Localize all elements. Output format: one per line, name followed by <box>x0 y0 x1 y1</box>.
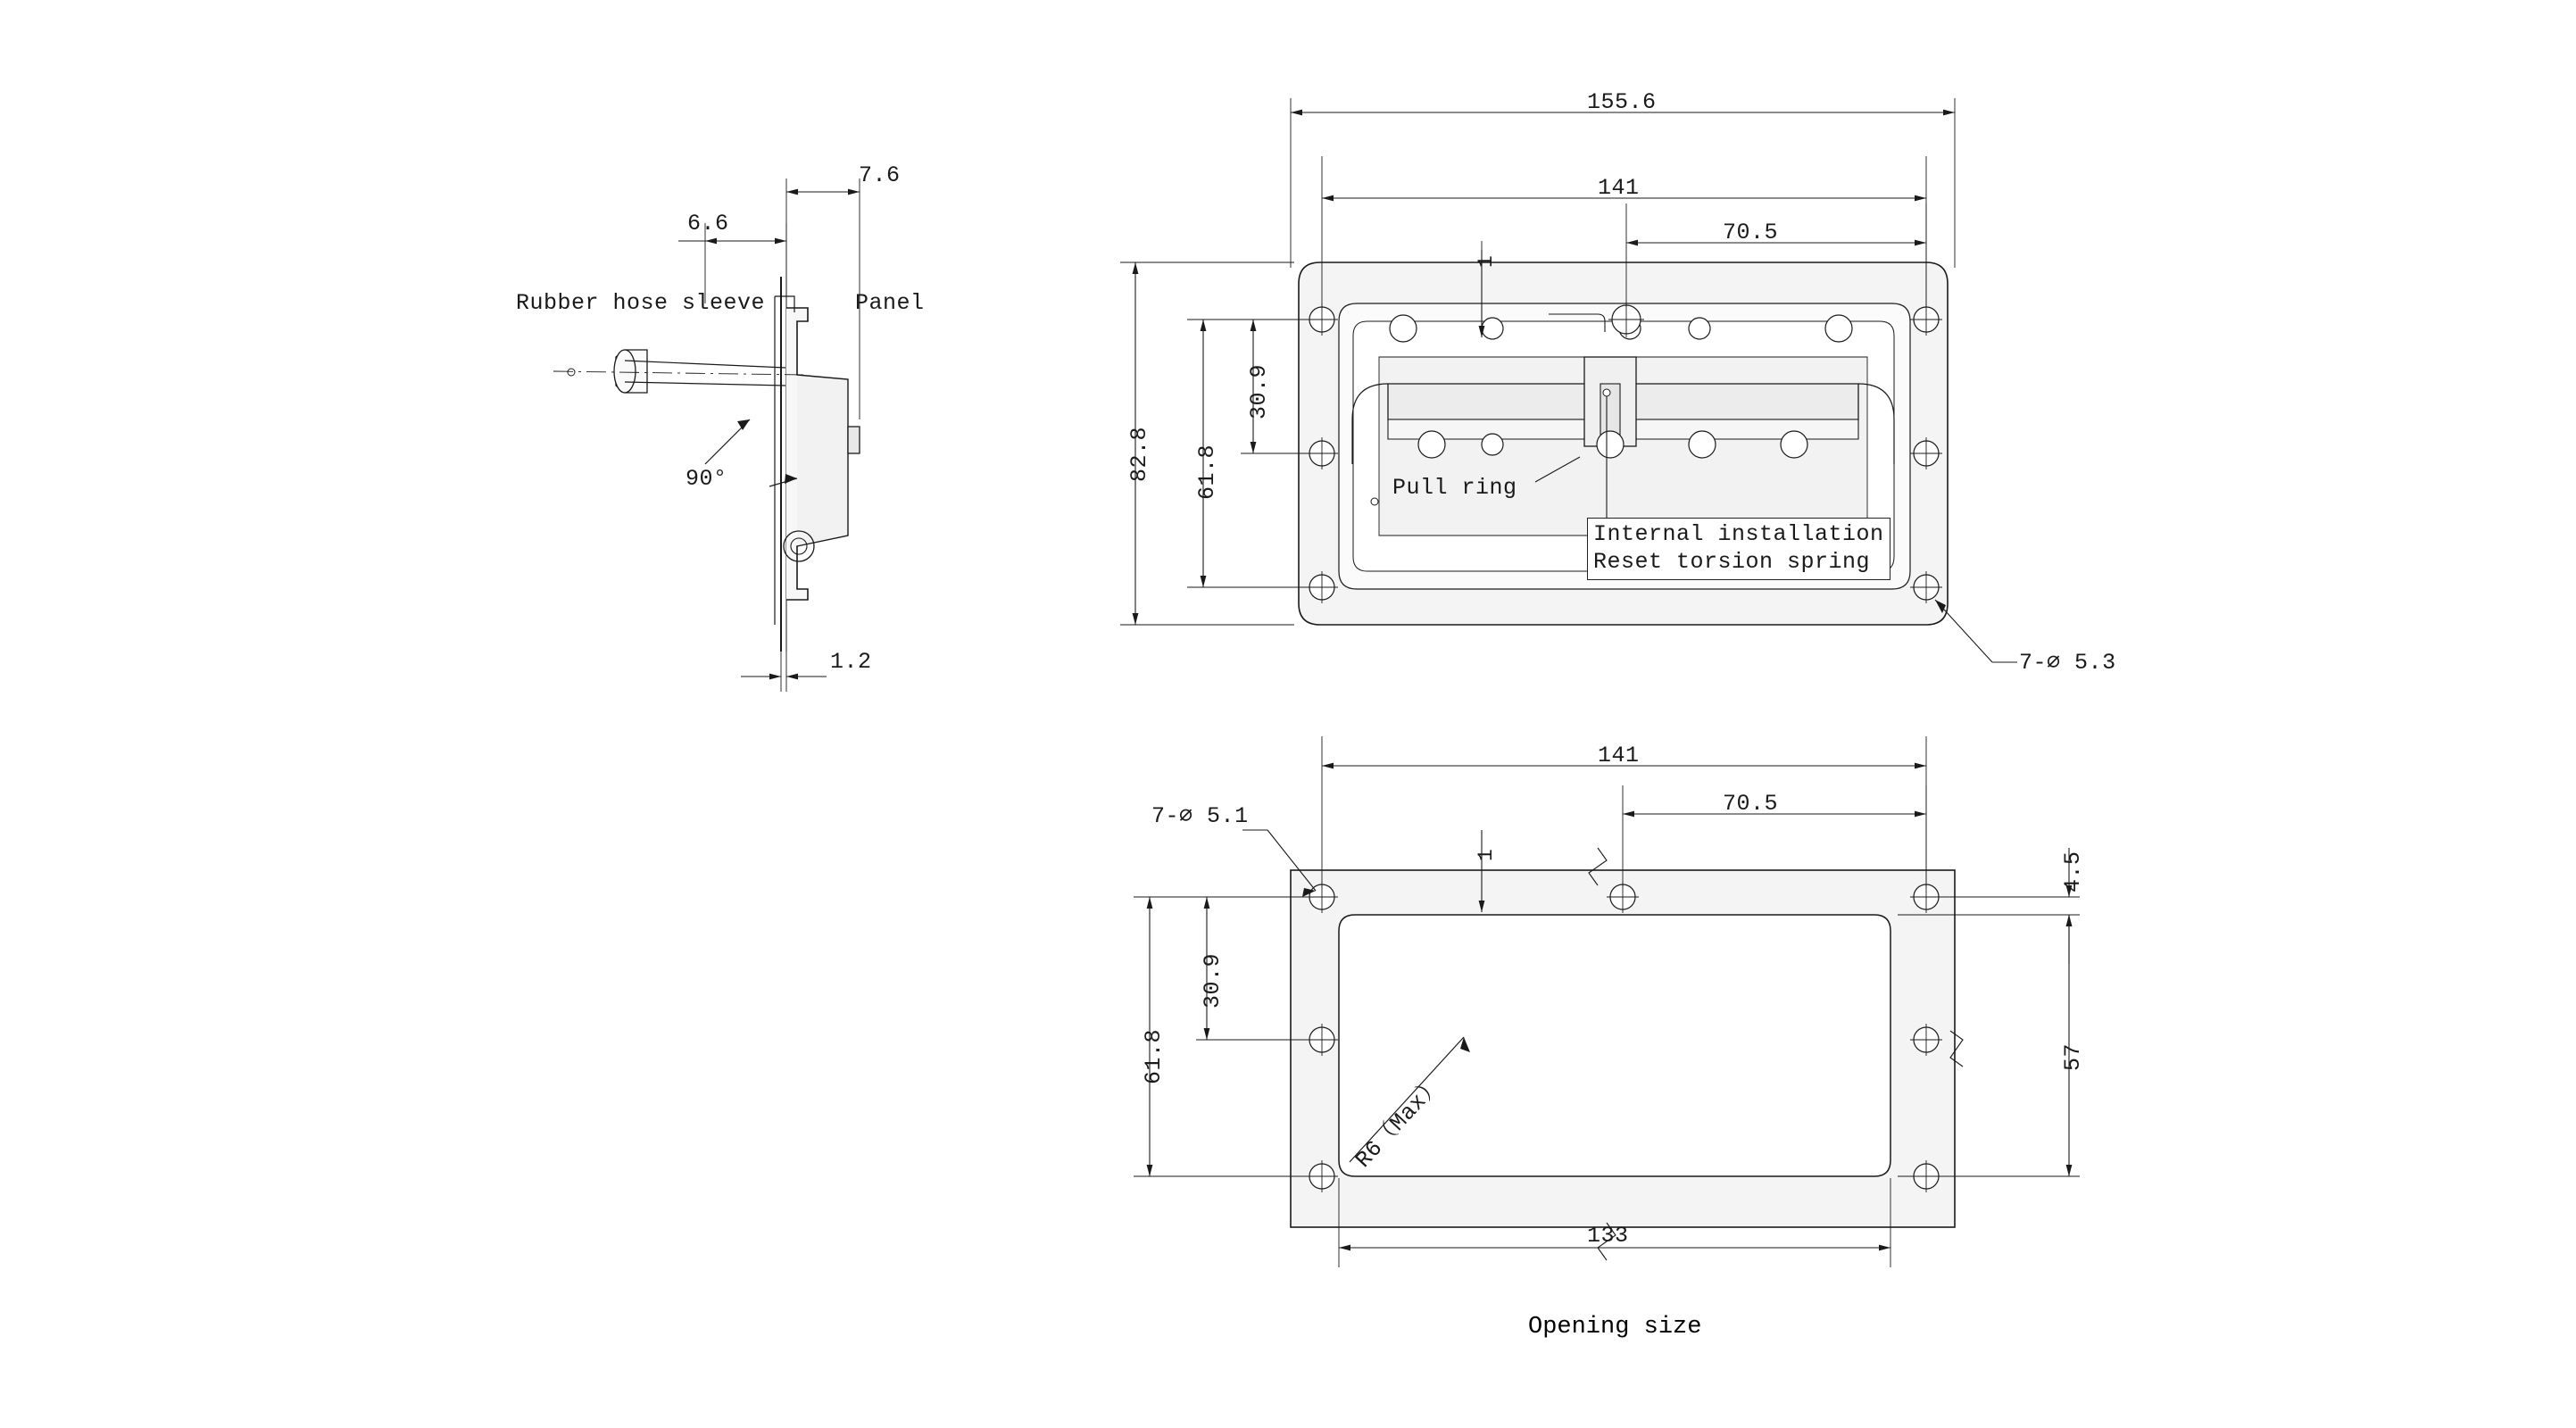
label-rubber-hose-sleeve: Rubber hose sleeve <box>516 290 766 316</box>
dim-61-8-top: 61.8 <box>1194 444 1220 500</box>
dim-82-8: 82.8 <box>1126 426 1152 482</box>
side-view-geometry <box>553 178 860 692</box>
caption-opening-size: Opening size <box>1528 1314 1702 1341</box>
label-pull-ring: Pull ring <box>1392 475 1517 501</box>
dim-1-top: 1 <box>1475 254 1498 268</box>
dim-133: 133 <box>1587 1223 1629 1249</box>
note-line-2: Reset torsion spring <box>1593 549 1871 576</box>
dim-30-9-bottom: 30.9 <box>1200 952 1226 1009</box>
callout-7-dia-5-3: 7-⌀ 5.3 <box>2019 650 2116 676</box>
dim-155-6: 155.6 <box>1587 89 1657 115</box>
note-internal-installation <box>1587 518 1890 580</box>
dim-70-5-top: 70.5 <box>1723 220 1779 245</box>
dim-70-5-bottom: 70.5 <box>1723 791 1779 817</box>
cutout-view-geometry <box>1134 736 2080 1267</box>
callout-7-dia-5-1: 7-⌀ 5.1 <box>1151 803 1249 829</box>
label-angle-90: 90° <box>686 466 727 492</box>
dim-61-8-bottom: 61.8 <box>1141 1028 1167 1084</box>
dim-141-bottom: 141 <box>1598 743 1640 768</box>
dim-6-6: 6.6 <box>687 211 729 237</box>
dim-1-bottom: 1 <box>1475 848 1498 861</box>
dim-7-6: 7.6 <box>859 162 901 188</box>
note-line-1: Internal installation <box>1593 521 1884 547</box>
dim-141-top: 141 <box>1598 175 1640 201</box>
dim-1-2: 1.2 <box>830 649 872 675</box>
label-panel: Panel <box>855 290 925 316</box>
dim-30-9-top: 30.9 <box>1246 363 1272 419</box>
dim-4-5: 4.5 <box>2060 851 2086 892</box>
label-radius-r6-max: R6（Max） <box>1350 1071 1448 1174</box>
dim-57: 57 <box>2060 1042 2086 1071</box>
